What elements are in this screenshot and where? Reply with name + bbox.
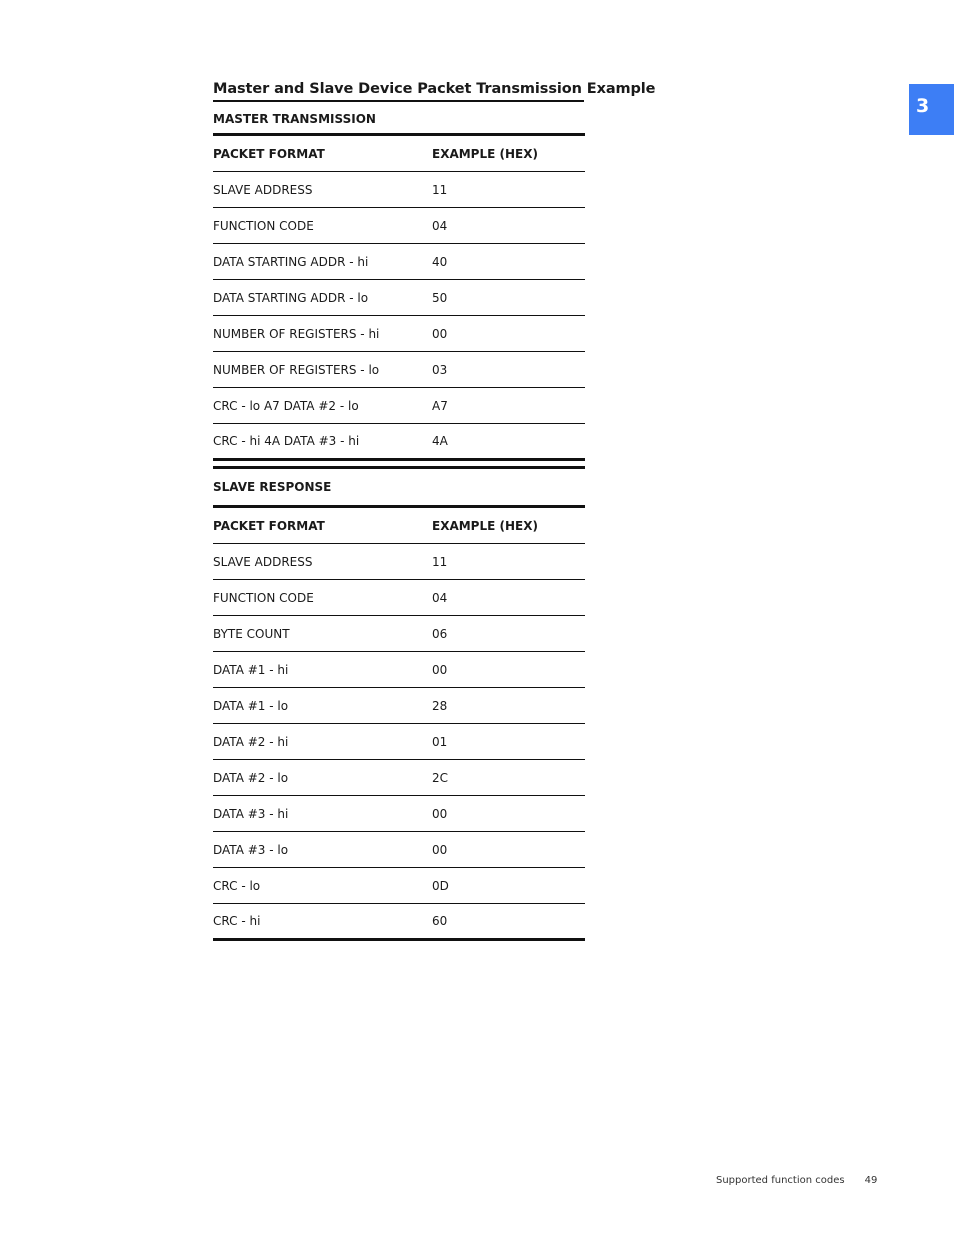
hex-value-cell: 0D [432, 878, 449, 893]
packet-format-cell: DATA #3 - lo [213, 842, 289, 857]
table-row [213, 904, 585, 941]
table-row [213, 544, 585, 580]
hex-value-cell: 03 [432, 362, 448, 377]
packet-format-cell: CRC - hi [213, 914, 261, 928]
hex-value-cell: 4A [432, 434, 448, 448]
master-transmission-table [213, 136, 585, 461]
table-row [213, 424, 585, 461]
table-header-row [213, 508, 585, 544]
packet-format-cell: DATA #1 - hi [213, 662, 289, 677]
table-row [213, 280, 585, 316]
hex-value-cell: 11 [432, 554, 448, 569]
hex-value-cell: 00 [432, 842, 448, 857]
packet-format-cell: CRC - lo A7 DATA #2 - lo [213, 398, 359, 413]
section-title: Master and Slave Device Packet Transmission Example [213, 78, 584, 102]
table-row [213, 580, 585, 616]
hex-value-cell: 60 [432, 914, 448, 928]
hex-value-cell: 40 [432, 254, 448, 269]
slave-table-caption: SLAVE RESPONSE [213, 466, 585, 508]
packet-format-cell: FUNCTION CODE [213, 590, 314, 605]
hex-value-cell: 06 [432, 626, 448, 641]
packet-format-cell: SLAVE ADDRESS [213, 182, 313, 197]
packet-format-cell: DATA #2 - hi [213, 734, 289, 749]
packet-format-cell: CRC - hi 4A DATA #3 - hi [213, 434, 360, 448]
table-row [213, 724, 585, 760]
table-row [213, 244, 585, 280]
packet-format-cell: DATA STARTING ADDR - lo [213, 290, 369, 305]
table-row [213, 796, 585, 832]
header-packet-format: PACKET FORMAT [213, 146, 325, 161]
packet-format-cell: DATA STARTING ADDR - hi [213, 254, 369, 269]
hex-value-cell: 11 [432, 182, 448, 197]
hex-value-cell: A7 [432, 398, 448, 413]
header-example-hex: EXAMPLE (HEX) [432, 518, 538, 533]
table-row [213, 208, 585, 244]
table-row [213, 316, 585, 352]
table-row [213, 388, 585, 424]
header-example-hex: EXAMPLE (HEX) [432, 146, 538, 161]
hex-value-cell: 00 [432, 806, 448, 821]
table-header-row [213, 136, 585, 172]
hex-value-cell: 28 [432, 698, 448, 713]
table-row [213, 760, 585, 796]
table-row [213, 352, 585, 388]
footer-section-name: Supported function codes [716, 1175, 845, 1186]
packet-format-cell: DATA #1 - lo [213, 698, 289, 713]
table-row [213, 868, 585, 904]
hex-value-cell: 01 [432, 734, 448, 749]
chapter-tab: 3 [909, 84, 954, 135]
packet-format-cell: BYTE COUNT [213, 626, 290, 641]
slave-response-table [213, 508, 585, 941]
table-row [213, 616, 585, 652]
table-row [213, 652, 585, 688]
packet-format-cell: CRC - lo [213, 878, 261, 893]
hex-value-cell: 2C [432, 770, 449, 785]
hex-value-cell: 00 [432, 662, 448, 677]
packet-format-cell: NUMBER OF REGISTERS - lo [213, 362, 380, 377]
table-row [213, 172, 585, 208]
packet-format-cell: DATA #2 - lo [213, 770, 289, 785]
hex-value-cell: 00 [432, 326, 448, 341]
master-table-caption: MASTER TRANSMISSION [213, 102, 585, 136]
page-footer [716, 1175, 877, 1186]
document-content [213, 78, 656, 941]
packet-format-cell: NUMBER OF REGISTERS - hi [213, 326, 380, 341]
hex-value-cell: 04 [432, 590, 448, 605]
packet-format-cell: FUNCTION CODE [213, 218, 314, 233]
hex-value-cell: 50 [432, 290, 448, 305]
packet-format-cell: DATA #3 - hi [213, 806, 289, 821]
page-number: 49 [864, 1175, 878, 1186]
packet-format-cell: SLAVE ADDRESS [213, 554, 313, 569]
header-packet-format: PACKET FORMAT [213, 518, 325, 533]
table-row [213, 832, 585, 868]
hex-value-cell: 04 [432, 218, 448, 233]
table-row [213, 688, 585, 724]
